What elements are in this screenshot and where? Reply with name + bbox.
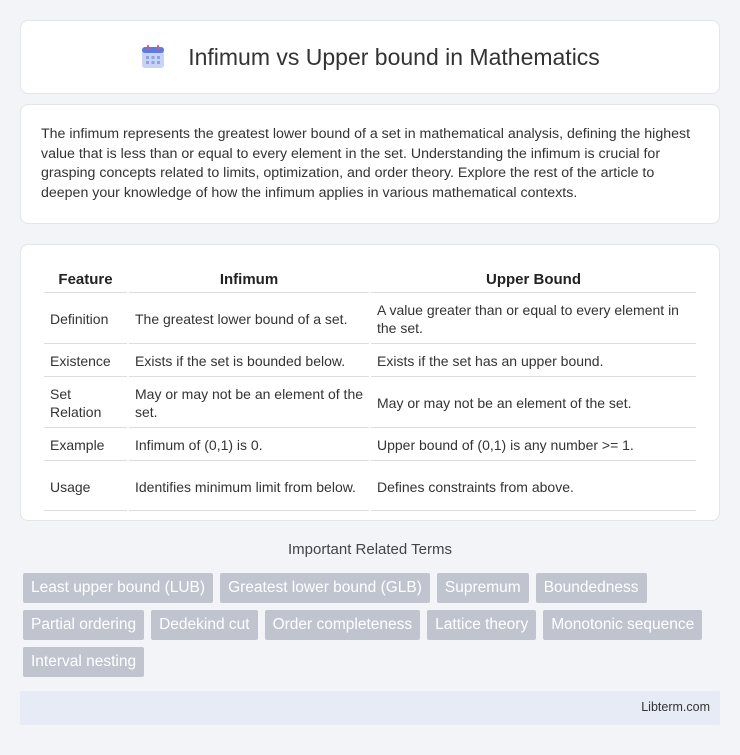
- intro-text: The infimum represents the greatest lower bound of a set in mathematical analysis, defining the highest value that is less than or equal to every element in the set. Understanding the infimum is crucial for grasping concepts related to limits, optimization, and order theory. Explore the rest of the article to deepen your knowledge of how the infimum applies in various mathematical contexts.: [41, 126, 691, 201]
- calendar-icon: [140, 44, 166, 70]
- tag-monotonic-sequence[interactable]: Monotonic sequence: [543, 610, 702, 640]
- tag-dedekind-cut[interactable]: Dedekind cut: [151, 610, 257, 640]
- tag-interval-nesting[interactable]: Interval nesting: [23, 647, 144, 677]
- tag-least-upper-bound[interactable]: Least upper bound (LUB): [23, 573, 213, 603]
- row-feature: Usage: [44, 463, 127, 511]
- footer: [20, 691, 720, 725]
- table-row: [44, 463, 696, 511]
- related-tags: [23, 573, 723, 684]
- table-row: [44, 379, 696, 428]
- row-infimum: The greatest lower bound of a set.: [129, 295, 369, 344]
- comparison-table-card: [20, 244, 720, 521]
- row-feature: Example: [44, 430, 127, 461]
- row-upper-bound: Upper bound of (0,1) is any number >= 1.: [371, 430, 696, 461]
- header-feature: Feature: [44, 269, 127, 293]
- footer-brand[interactable]: Libterm.com: [641, 700, 710, 714]
- row-infimum: Infimum of (0,1) is 0.: [129, 430, 369, 461]
- header-infimum: Infimum: [129, 269, 369, 293]
- row-feature: Set Relation: [44, 379, 127, 428]
- title-card: [20, 20, 720, 94]
- row-upper-bound: Defines constraints from above.: [371, 463, 696, 511]
- tag-partial-ordering[interactable]: Partial ordering: [23, 610, 144, 640]
- table-row: [44, 295, 696, 344]
- row-infimum: Exists if the set is bounded below.: [129, 346, 369, 377]
- table-row: [44, 346, 696, 377]
- row-upper-bound: May or may not be an element of the set.: [371, 379, 696, 428]
- tag-boundedness[interactable]: Boundedness: [536, 573, 647, 603]
- intro-card: [20, 104, 720, 224]
- header-upper-bound: Upper Bound: [371, 269, 696, 293]
- tag-lattice-theory[interactable]: Lattice theory: [427, 610, 536, 640]
- tag-greatest-lower-bound[interactable]: Greatest lower bound (GLB): [220, 573, 430, 603]
- row-upper-bound: Exists if the set has an upper bound.: [371, 346, 696, 377]
- tag-supremum[interactable]: Supremum: [437, 573, 529, 603]
- tag-order-completeness[interactable]: Order completeness: [265, 610, 421, 640]
- row-infimum: Identifies minimum limit from below.: [129, 463, 369, 511]
- table-header-row: [44, 269, 696, 293]
- row-feature: Definition: [44, 295, 127, 344]
- comparison-table: [42, 267, 698, 513]
- row-feature: Existence: [44, 346, 127, 377]
- page-title: Infimum vs Upper bound in Mathematics: [188, 43, 600, 70]
- table-row: [44, 430, 696, 461]
- related-terms-title: Important Related Terms: [288, 541, 452, 558]
- row-infimum: May or may not be an element of the set.: [129, 379, 369, 428]
- row-upper-bound: A value greater than or equal to every element in the set.: [371, 295, 696, 344]
